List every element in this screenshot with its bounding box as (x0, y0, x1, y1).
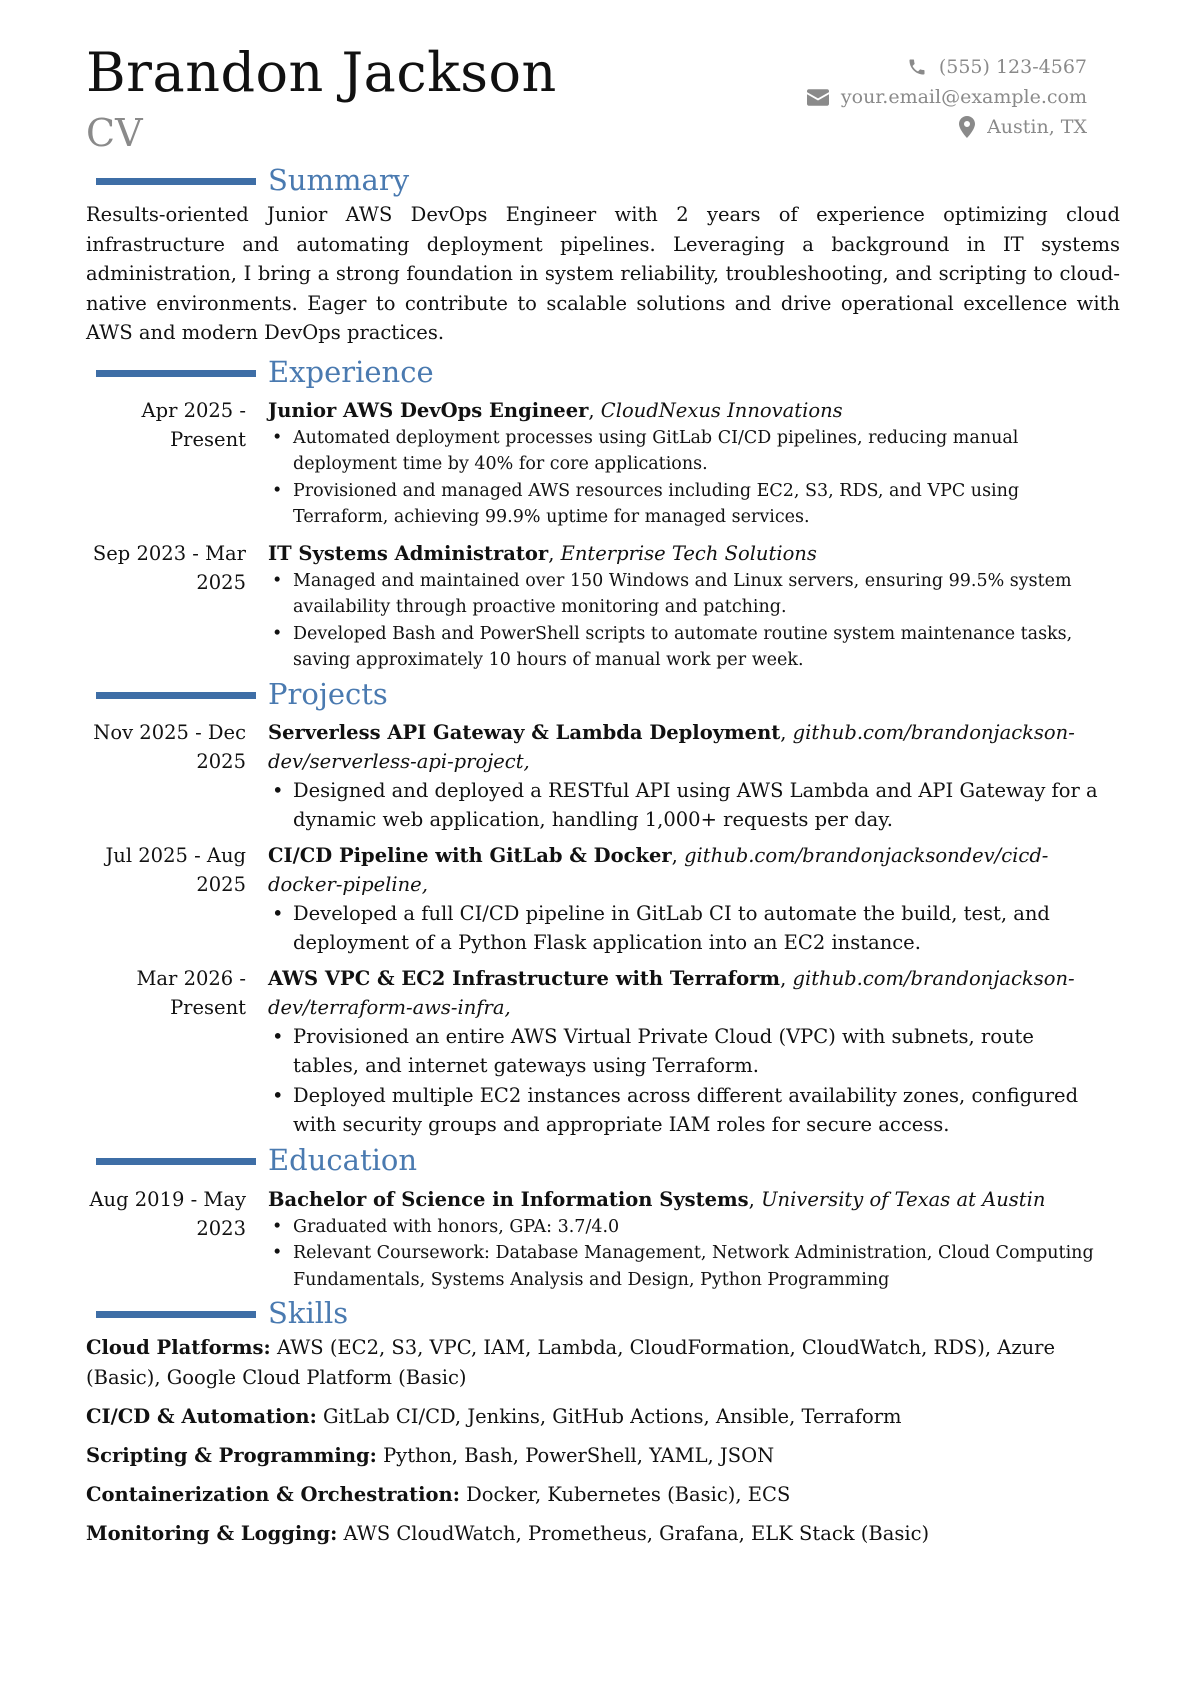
skill-row (86, 1441, 1120, 1471)
entry-heading: IT Systems Administrator, Enterprise Tech Solutions (268, 541, 817, 565)
section-rule (96, 1158, 256, 1165)
section-title-education: Education (268, 1142, 418, 1177)
skill-label: Containerization & Orchestration: (86, 1482, 460, 1506)
contact-location (807, 112, 1087, 142)
list-item: • Provisioned an entire AWS Virtual Private Cloud (VPC) with subnets, route tables, and internet gateways using Terraform. (268, 1022, 1098, 1081)
summary-text: Results-oriented Junior AWS DevOps Engineer with 2 years of experience optimizing cloud infrastructure and automating deployment pipelines. Leveraging a background in IT systems administration, I bring a strong foundation in system reliability, troubleshooting, and scripting to cloud-native environments. Eager to contribute to scalable solutions and drive operational excellence with AWS and modern DevOps practices. (86, 203, 1120, 344)
section-rule (96, 370, 256, 377)
list-item: • Automated deployment processes using GitLab CI/CD pipelines, reducing manual deployment time by 40% for core applications. (268, 425, 1098, 478)
bullet-list (268, 1022, 1098, 1140)
project-entry (86, 718, 1120, 835)
entry-date: Apr 2025 - Present (141, 398, 246, 451)
skill-row (86, 1480, 1120, 1510)
bullet-list (268, 899, 1098, 958)
skill-label: Scripting & Programming: (86, 1443, 377, 1467)
entry-heading: CI/CD Pipeline with GitLab & Docker, github.com/brandonjacksondev/cicd-docker-pipeline, (268, 843, 1049, 896)
project-entry (86, 841, 1120, 958)
phone-number[interactable]: (555) 123-4567 (938, 56, 1087, 78)
skill-value: AWS CloudWatch, Prometheus, Grafana, ELK Stack (Basic) (343, 1521, 930, 1545)
skills-list (86, 1333, 1120, 1548)
list-item: • Graduated with honors, GPA: 3.7/4.0 (268, 1214, 1098, 1241)
bullet-list (268, 425, 1098, 531)
map-pin-icon (959, 116, 975, 138)
location-text: Austin, TX (987, 116, 1087, 138)
entry-date: Nov 2025 - Dec 2025 (93, 720, 246, 773)
skill-value: AWS (EC2, S3, VPC, IAM, Lambda, CloudFormation, CloudWatch, RDS), Azure (Basic), Google Cloud Platform (Basic) (86, 1336, 1056, 1389)
list-item: • Designed and deployed a RESTful API using AWS Lambda and API Gateway for a dynamic web application, handling 1,000+ requests per day. (268, 776, 1098, 835)
list-item: • Developed Bash and PowerShell scripts to automate routine system maintenance tasks, saving approximately 10 hours of manual work per week. (268, 621, 1098, 674)
school-name: University of Texas at Austin (761, 1187, 1046, 1211)
project-link[interactable]: github.com/brandonjackson-dev/serverless-api-project, (268, 720, 1075, 773)
entry-heading: Bachelor of Science in Information Systems, University of Texas at Austin (268, 1187, 1046, 1211)
skill-value: GitLab CI/CD, Jenkins, GitHub Actions, Ansible, Terraform (322, 1404, 902, 1428)
envelope-icon (807, 89, 829, 106)
email-address[interactable]: your.email@example.com (840, 86, 1087, 108)
section-rule (96, 1311, 256, 1318)
skill-label: Cloud Platforms: (86, 1336, 271, 1359)
entry-date: Jul 2025 - Aug 2025 (105, 843, 246, 896)
skill-value: Docker, Kubernetes (Basic), ECS (466, 1482, 791, 1506)
project-title: CI/CD Pipeline with GitLab & Docker (268, 843, 672, 867)
degree-title: Bachelor of Science in Information Systems (268, 1187, 749, 1211)
list-item: • Deployed multiple EC2 instances across different availability zones, configured with security groups and appropriate IAM roles for secure access. (268, 1081, 1098, 1140)
job-title: Junior AWS DevOps Engineer (268, 398, 589, 422)
company-name: Enterprise Tech Solutions (560, 541, 817, 565)
entry-date: Aug 2019 - May 2023 (89, 1187, 246, 1240)
job-title: IT Systems Administrator (268, 541, 549, 565)
project-link[interactable]: github.com/brandonjacksondev/cicd-docker-pipeline, (268, 843, 1049, 896)
phone-icon (907, 57, 927, 77)
list-item: • Developed a full CI/CD pipeline in GitLab CI to automate the build, test, and deployment of a Python Flask application into an EC2 instance. (268, 899, 1098, 958)
person-name: Brandon Jackson (86, 41, 557, 104)
section-header-projects (86, 674, 1120, 714)
education-entry (86, 1185, 1120, 1294)
entry-date: Sep 2023 - Mar 2025 (92, 541, 246, 594)
section-header-experience (86, 352, 1120, 392)
skill-label: CI/CD & Automation: (86, 1404, 317, 1428)
bullet-list (268, 776, 1098, 835)
cv-header (86, 38, 1120, 160)
entry-heading: Serverless API Gateway & Lambda Deployment, github.com/brandonjackson-dev/serverless-api-project, (268, 720, 1075, 773)
project-entry (86, 964, 1120, 1140)
contact-block (807, 52, 1087, 142)
contact-email (807, 82, 1087, 112)
section-rule (96, 178, 256, 185)
experience-entry (86, 539, 1120, 674)
skill-label: Monitoring & Logging: (86, 1521, 338, 1545)
contact-phone (807, 52, 1087, 82)
skill-row (86, 1519, 1120, 1549)
section-title-experience: Experience (268, 354, 434, 389)
skill-row (86, 1333, 1120, 1392)
list-item: • Provisioned and managed AWS resources including EC2, S3, RDS, and VPC using Terraform, achieving 99.9% uptime for managed services. (268, 478, 1098, 531)
entry-date: Mar 2026 - Present (136, 966, 246, 1019)
company-name: CloudNexus Innovations (600, 398, 843, 422)
experience-entry (86, 396, 1120, 531)
section-header-skills (86, 1293, 1120, 1333)
project-title: Serverless API Gateway & Lambda Deployment (268, 720, 781, 744)
project-link[interactable]: github.com/brandonjackson-dev/terraform-aws-infra, (268, 966, 1075, 1019)
skill-value: Python, Bash, PowerShell, YAML, JSON (383, 1443, 775, 1467)
bullet-list (268, 568, 1098, 674)
section-rule (96, 692, 256, 699)
section-title-projects: Projects (268, 676, 388, 711)
cv-document (86, 38, 1120, 1558)
section-header-summary (86, 160, 1120, 200)
list-item: • Relevant Coursework: Database Management, Network Administration, Cloud Computing Fundamentals, Systems Analysis and Design, Python Programming (268, 1240, 1098, 1293)
bullet-list (268, 1214, 1098, 1294)
section-header-education (86, 1140, 1120, 1180)
section-title-summary: Summary (268, 163, 410, 197)
document-subtitle: CV (86, 111, 143, 155)
entry-heading: AWS VPC & EC2 Infrastructure with Terraform, github.com/brandonjackson-dev/terraform-aws-infra, (268, 966, 1075, 1019)
list-item: • Managed and maintained over 150 Windows and Linux servers, ensuring 99.5% system availability through proactive monitoring and patching. (268, 568, 1098, 621)
project-title: AWS VPC & EC2 Infrastructure with Terraform (268, 966, 781, 990)
section-title-skills: Skills (268, 1296, 349, 1330)
skill-row (86, 1402, 1120, 1432)
entry-heading: Junior AWS DevOps Engineer, CloudNexus Innovations (268, 398, 843, 422)
